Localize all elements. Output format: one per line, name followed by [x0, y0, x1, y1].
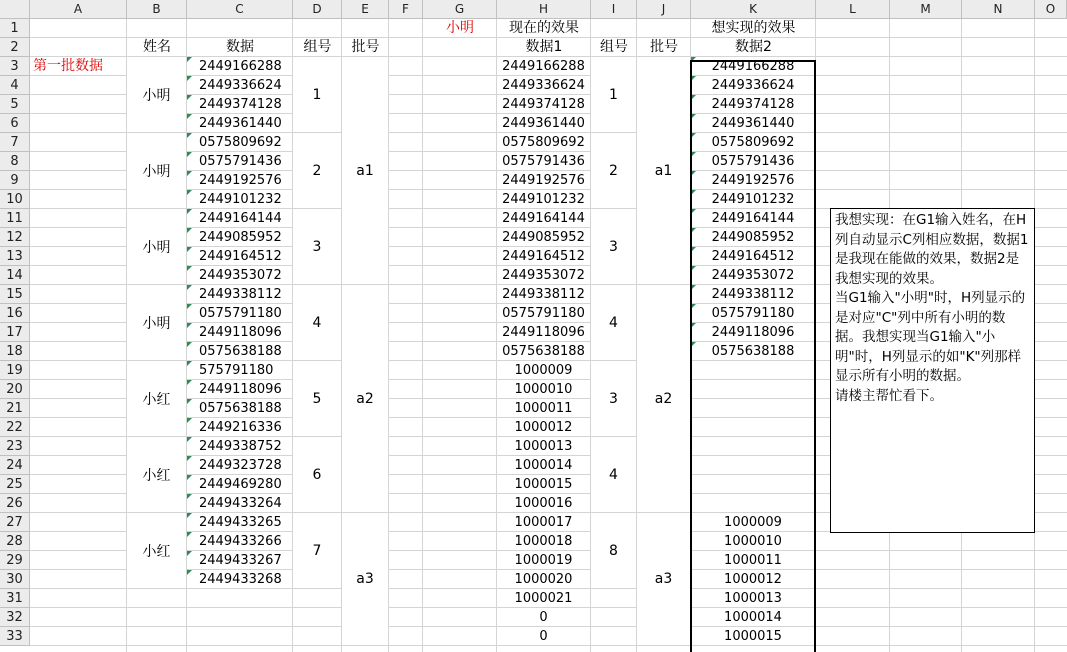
cell-c24[interactable]: 2449323728: [199, 458, 282, 473]
cell-h25[interactable]: 1000015: [514, 477, 573, 492]
row-header-28[interactable]: 28: [0, 532, 30, 551]
cell-k22[interactable]: [691, 418, 815, 437]
batch-merged-cell-label: a3: [356, 571, 374, 587]
text-number-indicator-icon: [691, 228, 696, 233]
text-number-indicator-icon: [187, 247, 192, 252]
group2-merged-cell-label: 4: [609, 314, 618, 331]
row-header-7[interactable]: 7: [0, 133, 30, 152]
text-number-indicator-icon: [691, 285, 696, 290]
row-header-10[interactable]: 10: [0, 190, 30, 209]
cell-k21[interactable]: [691, 399, 815, 418]
cell-c16[interactable]: 0575791180: [199, 306, 282, 321]
text-number-indicator-icon: [691, 171, 696, 176]
cell-c2[interactable]: 数据: [226, 39, 254, 55]
cell-k10[interactable]: 2449101232: [711, 192, 795, 207]
cell-b2[interactable]: 姓名: [143, 39, 171, 55]
batch2-merged-cell-label: a1: [654, 162, 673, 179]
name-merged-cell-5[interactable]: [127, 361, 186, 436]
cell-c27[interactable]: 2449433265: [199, 515, 282, 530]
text-number-indicator-icon: [187, 456, 192, 461]
cell-k15[interactable]: 2449338112: [711, 287, 795, 302]
row-header-23[interactable]: 23: [0, 437, 30, 456]
name-merged-cell-label: 小红: [142, 391, 171, 408]
name-merged-cell-label: 小明: [142, 239, 171, 256]
cell-c19[interactable]: 575791180: [199, 363, 274, 378]
group2-merged-cell-4[interactable]: [591, 285, 636, 360]
group-merged-cell-label: 5: [312, 390, 322, 407]
row-header-15[interactable]: 15: [0, 285, 30, 304]
row-header-5[interactable]: 5: [0, 95, 30, 114]
cell-c13[interactable]: 2449164512: [199, 249, 282, 264]
batch2-merged-cell-2[interactable]: [637, 285, 690, 512]
cell-e2[interactable]: 批号: [351, 39, 380, 55]
text-number-indicator-icon: [691, 76, 696, 81]
cell-h28[interactable]: 1000018: [514, 534, 573, 549]
text-number-indicator-icon: [187, 133, 192, 138]
text-number-indicator-icon: [691, 57, 696, 62]
cell-h30[interactable]: 1000020: [514, 572, 573, 587]
text-number-indicator-icon: [691, 209, 696, 214]
batch2-merged-cell-1[interactable]: [637, 57, 690, 284]
cell-h27[interactable]: 1000017: [514, 515, 573, 530]
row-header-29[interactable]: 29: [0, 551, 30, 570]
cell-k5[interactable]: 2449374128: [711, 97, 795, 112]
column-header-h[interactable]: H: [497, 0, 591, 19]
text-number-indicator-icon: [187, 494, 192, 499]
cell-k9[interactable]: 2449192576: [711, 173, 795, 188]
cell-k20[interactable]: [691, 380, 815, 399]
cell-c14[interactable]: 2449353072: [199, 268, 282, 283]
text-number-indicator-icon: [187, 228, 192, 233]
batch-merged-cell-label: a1: [356, 162, 374, 179]
name-merged-cell-label: 小明: [142, 87, 171, 104]
cell-k6[interactable]: 2449361440: [711, 116, 795, 131]
text-number-indicator-icon: [187, 342, 192, 347]
cell-h31[interactable]: 1000021: [514, 591, 573, 606]
row-header-33[interactable]: 33: [0, 627, 30, 646]
row-header-21[interactable]: 21: [0, 399, 30, 418]
group-merged-cell-label: 7: [312, 542, 322, 559]
cell-k16[interactable]: 0575791180: [711, 306, 795, 321]
cell-k2[interactable]: 数据2: [735, 39, 772, 55]
cell-k26[interactable]: [691, 494, 815, 513]
cell-k4[interactable]: 2449336624: [711, 78, 795, 93]
group-merged-cell-7[interactable]: [293, 513, 341, 588]
group-merged-cell-label: 4: [312, 314, 322, 331]
row-header-17[interactable]: 17: [0, 323, 30, 342]
row-header-6[interactable]: 6: [0, 114, 30, 133]
text-number-indicator-icon: [187, 304, 192, 309]
cell-k11[interactable]: 2449164144: [711, 211, 795, 226]
cell-k18[interactable]: 0575638188: [711, 344, 795, 359]
text-number-indicator-icon: [691, 190, 696, 195]
group-merged-cell-4[interactable]: [293, 285, 341, 360]
cell-h9[interactable]: 2449192576: [502, 173, 585, 188]
cell-k7[interactable]: 0575809692: [711, 135, 795, 150]
row-header-26[interactable]: 26: [0, 494, 30, 513]
batch-merged-cell-1[interactable]: [342, 57, 388, 284]
group2-merged-cell-label: 8: [609, 542, 618, 559]
cell-c12[interactable]: 2449085952: [199, 230, 282, 245]
text-number-indicator-icon: [187, 76, 192, 81]
text-number-indicator-icon: [187, 152, 192, 157]
cell-c17[interactable]: 2449118096: [199, 325, 282, 340]
cell-k28[interactable]: 1000010: [724, 534, 782, 549]
batch2-merged-cell-3[interactable]: [637, 513, 690, 645]
cell-h7[interactable]: 0575809692: [502, 135, 585, 150]
text-number-indicator-icon: [187, 171, 192, 176]
cell-c22[interactable]: 2449216336: [199, 420, 282, 435]
cell-k27[interactable]: 1000009: [724, 515, 782, 530]
cell-h10[interactable]: 2449101232: [502, 192, 585, 207]
column-header-b[interactable]: B: [127, 0, 187, 19]
name-merged-cell-6[interactable]: [127, 437, 186, 512]
row-header-30[interactable]: 30: [0, 570, 30, 589]
row-header-20[interactable]: 20: [0, 380, 30, 399]
cell-k14[interactable]: 2449353072: [711, 268, 795, 283]
cell-k25[interactable]: [691, 475, 815, 494]
cell-k19[interactable]: [691, 361, 815, 380]
cell-c33[interactable]: [187, 627, 292, 646]
group-merged-cell-label: 3: [312, 238, 322, 255]
row-header-14[interactable]: 14: [0, 266, 30, 285]
cell-c25[interactable]: 2449469280: [199, 477, 282, 492]
cell-h14[interactable]: 2449353072: [502, 268, 585, 283]
cell-c10[interactable]: 2449101232: [199, 192, 282, 207]
group2-merged-cell-label: 1: [609, 86, 618, 103]
text-number-indicator-icon: [187, 437, 192, 442]
cell-g1[interactable]: 小明: [446, 20, 474, 36]
text-number-indicator-icon: [691, 133, 696, 138]
cell-h32[interactable]: 0: [539, 610, 548, 625]
group2-merged-cell-2[interactable]: [591, 133, 636, 208]
cell-k23[interactable]: [691, 437, 815, 456]
cell-h11[interactable]: 2449164144: [502, 211, 585, 226]
cell-h4[interactable]: 2449336624: [502, 78, 585, 93]
text-number-indicator-icon: [187, 190, 192, 195]
column-header-c[interactable]: C: [187, 0, 293, 19]
text-number-indicator-icon: [187, 209, 192, 214]
cell-c15[interactable]: 2449338112: [199, 287, 282, 302]
column-header-g[interactable]: G: [423, 0, 497, 19]
cell-h3[interactable]: 2449166288: [502, 59, 585, 74]
batch-merged-cell-label: a2: [356, 390, 374, 407]
cell-c6[interactable]: 2449361440: [199, 116, 282, 131]
cell-h1[interactable]: 现在的效果: [509, 20, 579, 36]
cell-k8[interactable]: 0575791436: [711, 154, 795, 169]
column-header-n[interactable]: N: [962, 0, 1035, 19]
row-header-9[interactable]: 9: [0, 171, 30, 190]
row-header-8[interactable]: 8: [0, 152, 30, 171]
cell-k30[interactable]: 1000012: [724, 572, 782, 587]
text-number-indicator-icon: [187, 380, 192, 385]
cell-k31[interactable]: 1000013: [724, 591, 782, 606]
row-header-12[interactable]: 12: [0, 228, 30, 247]
row-header-24[interactable]: 24: [0, 456, 30, 475]
cell-c23[interactable]: 2449338752: [199, 439, 282, 454]
row-header-3[interactable]: 3: [0, 57, 30, 76]
group-merged-cell-2[interactable]: [293, 133, 341, 208]
row-header-31[interactable]: 31: [0, 589, 30, 608]
cell-c32[interactable]: [187, 608, 292, 627]
cell-k13[interactable]: 2449164512: [711, 249, 795, 264]
name-merged-cell-1[interactable]: [127, 57, 186, 132]
cell-c4[interactable]: 2449336624: [199, 78, 282, 93]
group2-merged-cell-label: 4: [609, 466, 618, 483]
row-header-13[interactable]: 13: [0, 247, 30, 266]
column-header-k[interactable]: K: [691, 0, 816, 19]
cell-h23[interactable]: 1000013: [514, 439, 573, 454]
cell-k17[interactable]: 2449118096: [711, 325, 795, 340]
name-merged-cell-7[interactable]: [127, 513, 186, 588]
cell-k1[interactable]: 想实现的效果: [711, 20, 796, 36]
cell-k3[interactable]: 2449166288: [711, 59, 795, 74]
cell-c7[interactable]: 0575809692: [199, 135, 282, 150]
row-header-22[interactable]: 22: [0, 418, 30, 437]
cell-c31[interactable]: [187, 589, 292, 608]
text-number-indicator-icon: [691, 114, 696, 119]
cell-k24[interactable]: [691, 456, 815, 475]
cell-c18[interactable]: 0575638188: [199, 344, 282, 359]
text-number-indicator-icon: [691, 95, 696, 100]
column-header-e[interactable]: E: [342, 0, 389, 19]
cell-h6[interactable]: 2449361440: [502, 116, 585, 131]
cell-h29[interactable]: 1000019: [514, 553, 573, 568]
cell-c9[interactable]: 2449192576: [199, 173, 282, 188]
cell-c8[interactable]: 0575791436: [199, 154, 282, 169]
text-number-indicator-icon: [187, 513, 192, 518]
group-merged-cell-6[interactable]: [293, 437, 341, 512]
name-merged-cell-label: 小红: [142, 467, 171, 484]
text-number-indicator-icon: [187, 361, 192, 366]
cell-h24[interactable]: 1000014: [514, 458, 573, 473]
text-number-indicator-icon: [187, 95, 192, 100]
column-header-a[interactable]: A: [30, 0, 127, 19]
cell-h5[interactable]: 2449374128: [502, 97, 585, 112]
text-number-indicator-icon: [187, 266, 192, 271]
cell-c5[interactable]: 2449374128: [199, 97, 282, 112]
group2-merged-cell-6[interactable]: [591, 437, 636, 512]
column-header-m[interactable]: M: [890, 0, 962, 19]
group-merged-cell-label: 1: [312, 86, 322, 103]
group-merged-cell-3[interactable]: [293, 209, 341, 284]
row-header-1[interactable]: 1: [0, 19, 30, 38]
batch-merged-cell-3[interactable]: [342, 513, 388, 645]
cell-h33[interactable]: 0: [539, 629, 548, 644]
cell-i2[interactable]: 组号: [600, 39, 628, 55]
column-header-j[interactable]: J: [637, 0, 691, 19]
row-header-27[interactable]: 27: [0, 513, 30, 532]
cell-h17[interactable]: 2449118096: [502, 325, 585, 340]
cell-h13[interactable]: 2449164512: [502, 249, 585, 264]
batch2-merged-cell-label: a2: [654, 390, 673, 407]
group2-merged-cell-label: 3: [609, 390, 618, 407]
group-merged-cell-label: 2: [312, 162, 322, 179]
cell-c26[interactable]: 2449433264: [199, 496, 282, 511]
cell-k29[interactable]: 1000011: [724, 553, 782, 568]
text-number-indicator-icon: [187, 285, 192, 290]
name-merged-cell-label: 小明: [142, 315, 171, 332]
cell-h15[interactable]: 2449338112: [502, 287, 585, 302]
cell-h16[interactable]: 0575791180: [502, 306, 585, 321]
cell-h26[interactable]: 1000016: [514, 496, 573, 511]
text-number-indicator-icon: [187, 475, 192, 480]
text-number-indicator-icon: [691, 266, 696, 271]
row-header-19[interactable]: 19: [0, 361, 30, 380]
batch-merged-cell-2[interactable]: [342, 285, 388, 512]
group-merged-cell-5[interactable]: [293, 361, 341, 436]
cell-k33[interactable]: 1000015: [724, 629, 782, 644]
row-header-16[interactable]: 16: [0, 304, 30, 323]
cell-h12[interactable]: 2449085952: [502, 230, 585, 245]
row-header-18[interactable]: 18: [0, 342, 30, 361]
cell-d2[interactable]: 组号: [303, 39, 332, 55]
cell-a3[interactable]: 第一批数据: [33, 58, 103, 74]
cell-c3[interactable]: 2449166288: [199, 59, 282, 74]
text-number-indicator-icon: [187, 570, 192, 575]
cell-c28[interactable]: 2449433266: [199, 534, 282, 549]
cell-c20[interactable]: 2449118096: [199, 382, 282, 397]
cell-c11[interactable]: 2449164144: [199, 211, 282, 226]
group2-merged-cell-3[interactable]: [591, 209, 636, 284]
name-merged-cell-label: 小明: [142, 163, 171, 180]
group2-merged-cell-1[interactable]: [591, 57, 636, 132]
row-header-11[interactable]: 11: [0, 209, 30, 228]
row-header-25[interactable]: 25: [0, 475, 30, 494]
text-number-indicator-icon: [691, 304, 696, 309]
name-merged-cell-2[interactable]: [127, 133, 186, 208]
cell-c21[interactable]: 0575638188: [199, 401, 282, 416]
column-header-d[interactable]: D: [293, 0, 342, 19]
cell-j2[interactable]: 批号: [650, 39, 678, 55]
column-header-f[interactable]: F: [389, 0, 423, 19]
cell-h18[interactable]: 0575638188: [502, 344, 585, 359]
cell-h22[interactable]: 1000012: [514, 420, 573, 435]
group2-merged-cell-7[interactable]: [591, 513, 636, 588]
column-header-o[interactable]: O: [1035, 0, 1067, 19]
row-header-4[interactable]: 4: [0, 76, 30, 95]
batch2-merged-cell-label: a3: [654, 571, 673, 587]
text-number-indicator-icon: [187, 57, 192, 62]
text-number-indicator-icon: [691, 323, 696, 328]
name-merged-cell-3[interactable]: [127, 209, 186, 284]
text-number-indicator-icon: [187, 323, 192, 328]
cell-h2[interactable]: 数据1: [525, 39, 563, 55]
column-header-l[interactable]: L: [816, 0, 890, 19]
cell-h21[interactable]: 1000011: [514, 401, 573, 416]
row-header-32[interactable]: 32: [0, 608, 30, 627]
cell-c30[interactable]: 2449433268: [199, 572, 282, 587]
name-merged-cell-4[interactable]: [127, 285, 186, 360]
text-number-indicator-icon: [691, 247, 696, 252]
group-merged-cell-1[interactable]: [293, 57, 341, 132]
column-header-i[interactable]: I: [591, 0, 637, 19]
text-number-indicator-icon: [187, 114, 192, 119]
cell-h20[interactable]: 1000010: [514, 382, 573, 397]
name-merged-cell-label: 小红: [142, 543, 171, 560]
text-number-indicator-icon: [691, 342, 696, 347]
select-all-corner[interactable]: [0, 0, 30, 19]
cell-h19[interactable]: 1000009: [514, 363, 573, 378]
group2-merged-cell-5[interactable]: [591, 361, 636, 436]
group-merged-cell-label: 6: [312, 466, 322, 483]
cell-k32[interactable]: 1000014: [724, 610, 782, 625]
cell-k12[interactable]: 2449085952: [711, 230, 795, 245]
cell-h8[interactable]: 0575791436: [502, 154, 585, 169]
text-number-indicator-icon: [691, 152, 696, 157]
cell-c29[interactable]: 2449433267: [199, 553, 282, 568]
group2-merged-cell-label: 3: [609, 238, 618, 255]
group2-merged-cell-label: 2: [609, 162, 618, 179]
row-header-2[interactable]: 2: [0, 38, 30, 57]
text-number-indicator-icon: [187, 551, 192, 556]
text-number-indicator-icon: [187, 532, 192, 537]
text-number-indicator-icon: [187, 418, 192, 423]
text-number-indicator-icon: [187, 399, 192, 404]
comment-text-box[interactable]: 我想实现：在G1输入姓名，在H列自动显示C列相应数据，数据1是我现在能做的效果，数据2是我想实现的效果。 当G1输入"小明"时，H列显示的是对应"C"列中所有小明的数据。我想实现当G1输入"小明"时，H列显示的如"K"列那样显示所有小明的数据。 请楼主帮忙看下。: [830, 208, 1035, 533]
